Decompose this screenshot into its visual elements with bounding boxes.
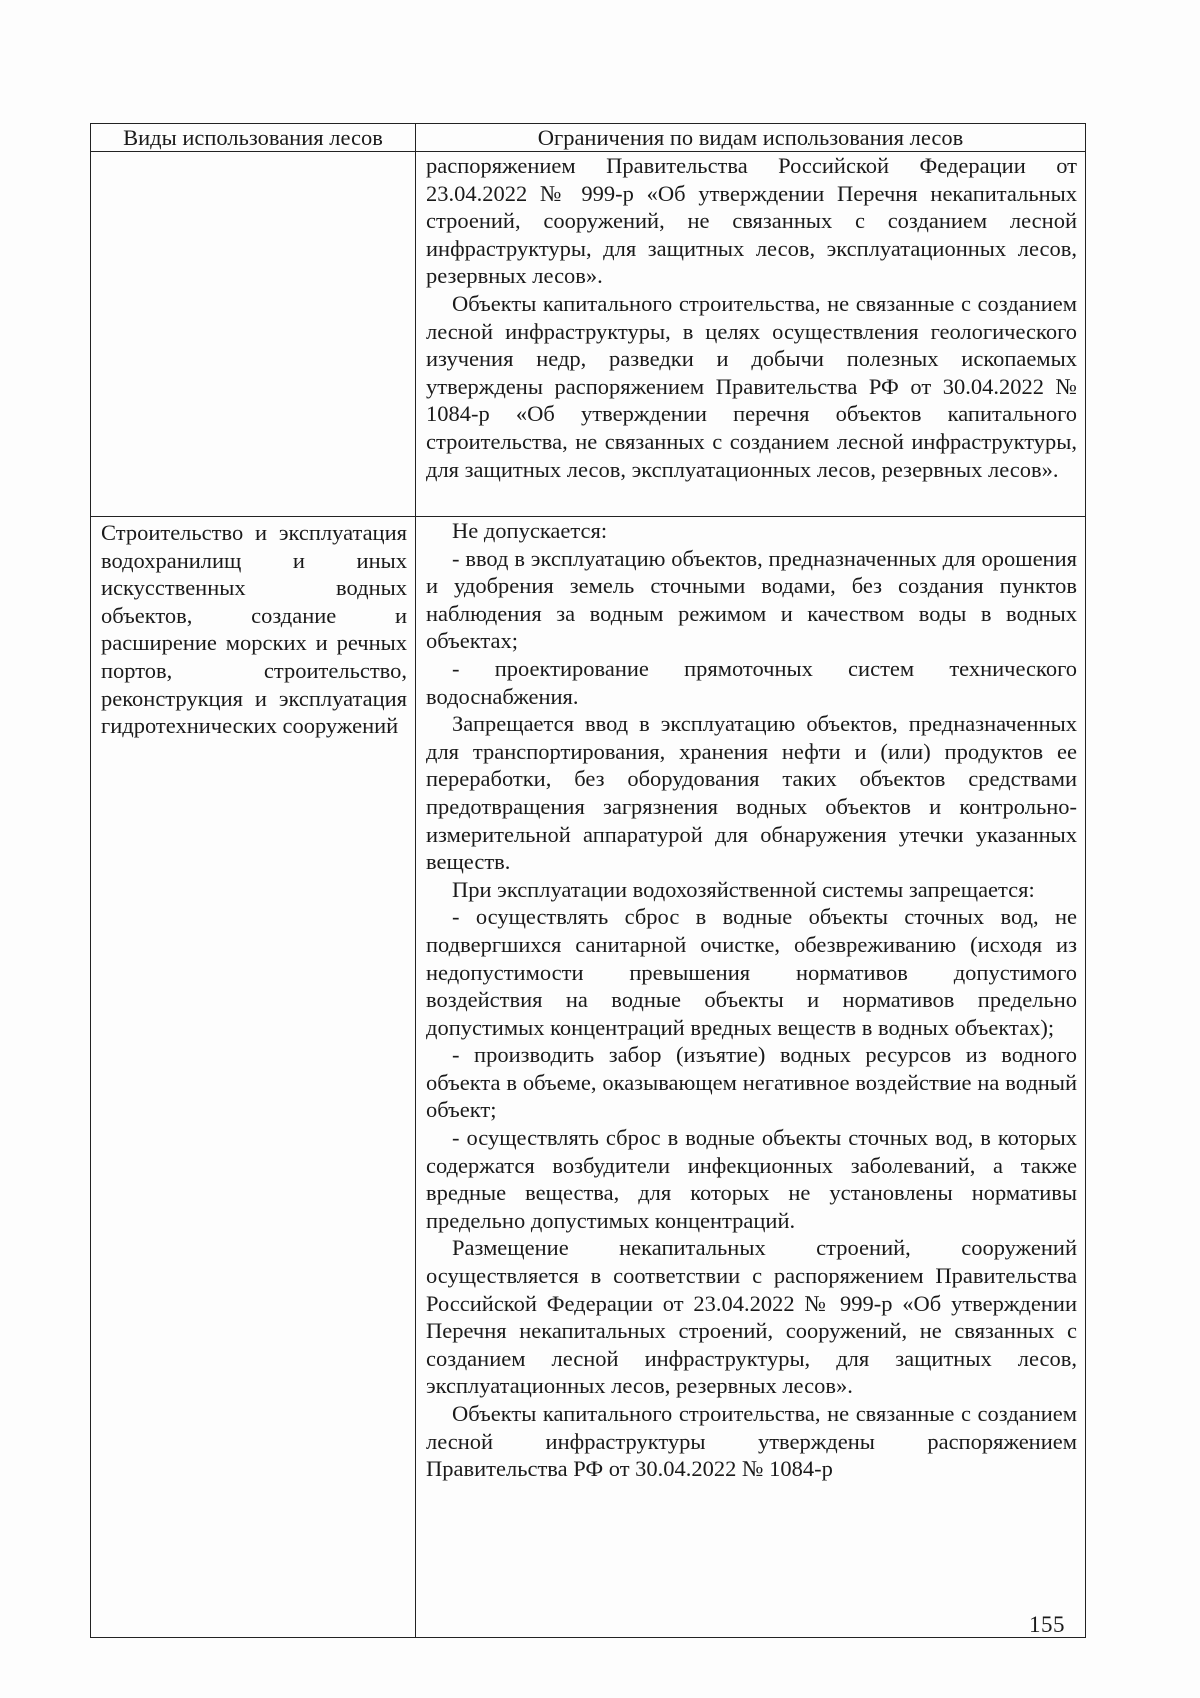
forest-use-restrictions-table [90,123,1086,1638]
restriction-paragraph: - осуществлять сброс в водные объекты сточных вод, в которых содержатся возбудители инфекционных заболеваний, а также вредные вещества, для которых не установлены нормативы предельно допустимых концентраций. [426,1125,1077,1233]
restriction-paragraph: - проектирование прямоточных систем технического водоснабжения. [426,655,1077,709]
page-number: 155 [1029,1612,1065,1637]
restriction-paragraph: Размещение некапитальных строений, сооружений осуществляется в соответствии с распоряжением Правительства Российской Федерации от 23.04.2022 № 999-р «Об утверждении Перечня некапитальных строений, сооружений, не связанных с созданием лесной инфраструктуры, для защитных лесов, эксплуатационных лесов, резервных лесов». [426,1235,1077,1399]
restriction-paragraph: распоряжением Правительства Российской Федерации от 23.04.2022 № 999-р «Об утверждении Перечня некапитальных строений, сооружений, не связанных с созданием лесной инфраструктуры, для защитных лесов, эксплуатационных лесов, резервных лесов». [426,153,1077,289]
table-row [91,517,1086,1638]
header-forest-use-types: Виды использования лесов [91,124,416,152]
restriction-paragraph: Запрещается ввод в эксплуатацию объектов, предназначенных для транспортирования, хранения нефти и (или) продуктов ее переработки, без оборудования таких объектов средствами предотвращения загрязнения водных объектов и контрольно-измерительной аппаратурой для обнаружения утечки указанных веществ. [426,711,1077,875]
table-header-row [91,124,1086,152]
restriction-paragraph: - осуществлять сброс в водные объекты сточных вод, не подвергшихся санитарной очистке, обезвреживанию (исходя из недопустимости превышения нормативов допустимого воздействия на водные объекты и нормативов предельно допустимых концентраций вредных веществ в водных объектах); [426,904,1077,1040]
row2-restrictions [416,517,1086,1638]
restriction-paragraph: - производить забор (изъятие) водных ресурсов из водного объекта в объеме, оказывающем негативное воздействие на водный объект; [426,1042,1077,1123]
restriction-paragraph: - ввод в эксплуатацию объектов, предназначенных для орошения и удобрения земель сточными водами, без создания пунктов наблюдения за водным режимом и качеством воды в водных объектах; [426,545,1077,654]
row2-use-type: Строительство и эксплуатация водохранилищ и иных искусственных водных объектов, создание и расширение морских и речных портов, строительство, реконструкция и эксплуатация гидротехнических сооружений [91,517,416,1638]
restriction-paragraph: Объекты капитального строительства, не связанные с созданием лесной инфраструктуры утверждены распоряжением Правительства РФ от 30.04.2022 № 1084-р [426,1401,1077,1482]
row1-restrictions [416,152,1086,517]
restriction-paragraph: Не допускается: [452,518,608,543]
restriction-paragraph: Объекты капитального строительства, не связанные с созданием лесной инфраструктуры, в целях осуществления геологического изучения недр, разведки и добычи полезных ископаемых утверждены распоряжением Правительства РФ от 30.04.2022 № 1084-р «Об утверждении перечня объектов капитального строительства, не связанных с созданием лесной инфраструктуры, для защитных лесов, эксплуатационных лесов, резервных лесов». [426,290,1077,482]
row1-use-type [91,152,416,517]
header-restrictions: Ограничения по видам использования лесов [416,124,1086,152]
restriction-paragraph: При эксплуатации водохозяйственной системы запрещается: [452,876,1035,902]
table-row [91,152,1086,517]
